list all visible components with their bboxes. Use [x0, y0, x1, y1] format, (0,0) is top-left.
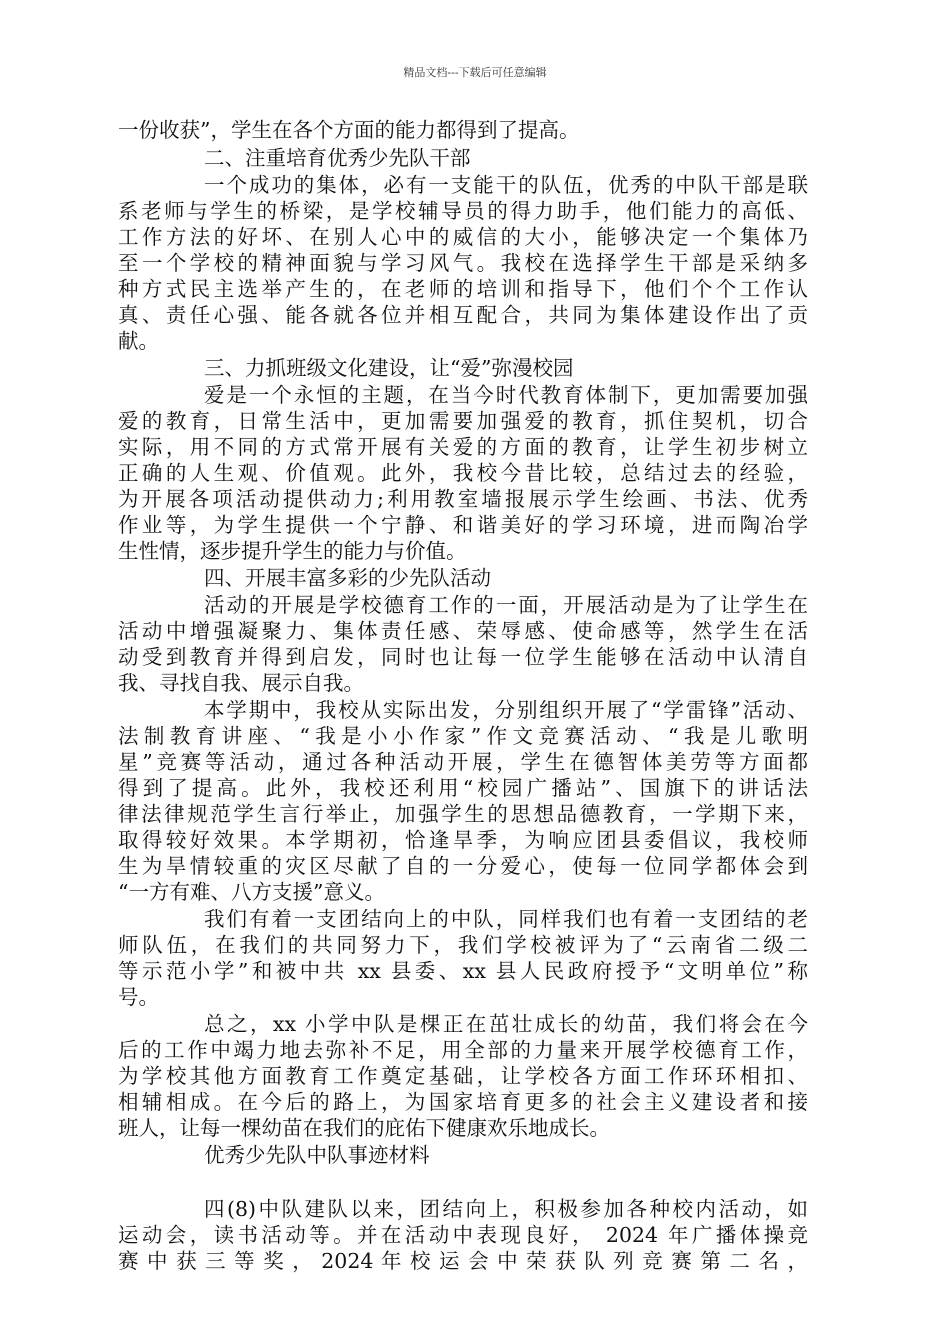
text-line: 运动会，读书活动等。并在活动中表现良好， 2024 年广播体操竞 [118, 1223, 808, 1247]
text-line: 本学期中，我校从实际出发，分别组织开展了“学雷锋”活动、 [204, 698, 808, 722]
text-line: 相辅相成。在今后的路上，为国家培育更多的社会主义建设者和接 [118, 1090, 808, 1114]
text-line: 法制教育讲座、“我是小小作家”作文竞赛活动、“我是儿歌明 [118, 724, 808, 748]
text-line: 生为旱情较重的灾区尽献了自的一分爱心，使每一位同学都体会到 [118, 854, 808, 878]
text-line: 爱的教育，日常生活中，更加需要加强爱的教育，抓住契机，切合 [118, 409, 808, 433]
text-line: 等示范小学”和被中共 xx 县委、xx 县人民政府授予“文明单位”称 [118, 959, 808, 983]
text-line: 律法律规范学生言行举止，加强学生的思想品德教育，一学期下来， [118, 802, 808, 826]
text-line: 为学校其他方面教育工作奠定基础，让学校各方面工作环环相扣、 [118, 1064, 808, 1088]
page-header: 精品文档---下载后可任意编辑 [403, 66, 547, 79]
section-heading: 二、注重培育优秀少先队干部 [204, 146, 471, 170]
text-line: 师队伍，在我们的共同努力下，我们学校被评为了“云南省二级二 [118, 933, 808, 957]
text-line: 后的工作中竭力地去弥补不足，用全部的力量来开展学校德育工作， [118, 1038, 808, 1062]
text-line: 工作方法的好坏、在别人心中的威信的大小，能够决定一个集体乃 [118, 225, 808, 249]
text-line: 一份收获”，学生在各个方面的能力都得到了提高。 [118, 118, 580, 142]
text-line: 生性情，逐步提升学生的能力与价值。 [118, 539, 467, 563]
text-line: 为开展各项活动提供动力;利用教室墙报展示学生绘画、书法、优秀 [118, 487, 808, 511]
text-line: 赛 中 获 三 等 奖 ， 2024 年 校 运 会 中 荣 获 队 列 竞 赛 第 二 名 ， [118, 1249, 808, 1273]
text-line: 班人，让每一棵幼苗在我们的庇佑下健康欢乐地成长。 [118, 1116, 610, 1140]
text-line: 爱是一个永恒的主题，在当今时代教育体制下，更加需要加强 [204, 383, 808, 407]
text-line: “一方有难、八方支援”意义。 [118, 880, 385, 904]
text-line: 得到了提高。此外，我校还利用“校园广播站”、国旗下的讲话法 [118, 776, 808, 800]
text-line: 至一个学校的精神面貌与学习风气。我校在选择学生干部是采纳多 [118, 251, 808, 275]
text-line: 我们有着一支团结向上的中队，同样我们也有着一支团结的老 [204, 907, 808, 931]
section-heading: 三、力抓班级文化建设，让“爱”弥漫校园 [204, 356, 574, 380]
text-line: 献。 [118, 329, 159, 353]
text-line: 一个成功的集体，必有一支能干的队伍，优秀的中队干部是联 [204, 173, 808, 197]
text-line: 作业等，为学生提供一个宁静、和谐美好的学习环境，进而陶冶学 [118, 513, 808, 537]
text-line: 我、寻找自我、展示自我。 [118, 671, 364, 695]
text-line: 正确的人生观、价值观。此外，我校今昔比较，总结过去的经验， [118, 461, 808, 485]
text-line: 活动中增强凝聚力、集体责任感、荣辱感、使命感等，然学生在活 [118, 619, 808, 643]
text-line: 号。 [118, 985, 159, 1009]
text-line: 动受到教育并得到启发，同时也让每一位学生能够在活动中认清自 [118, 645, 808, 669]
text-line: 真、责任心强、能各就各位并相互配合，共同为集体建设作出了贡 [118, 303, 808, 327]
text-line: 活动的开展是学校德育工作的一面，开展活动是为了让学生在 [204, 593, 808, 617]
text-line: 四(8)中队建队以来，团结向上，积极参加各种校内活动，如 [204, 1197, 808, 1221]
article-title: 优秀少先队中队事迹材料 [204, 1143, 430, 1167]
text-line: 实际，用不同的方式常开展有关爱的方面的教育，让学生初步树立 [118, 435, 808, 459]
section-heading: 四、开展丰富多彩的少先队活动 [204, 566, 491, 590]
text-line: 种方式民主选举产生的，在老师的培训和指导下，他们个个工作认 [118, 277, 808, 301]
text-line: 取得较好效果。本学期初，恰逢旱季，为响应团县委倡议，我校师 [118, 828, 808, 852]
text-line: 系老师与学生的桥梁，是学校辅导员的得力助手，他们能力的高低、 [118, 199, 808, 223]
text-line: 星”竞赛等活动，通过各种活动开展，学生在德智体美劳等方面都 [118, 750, 808, 774]
text-line: 总之，xx 小学中队是棵正在茁壮成长的幼苗，我们将会在今 [204, 1012, 808, 1036]
